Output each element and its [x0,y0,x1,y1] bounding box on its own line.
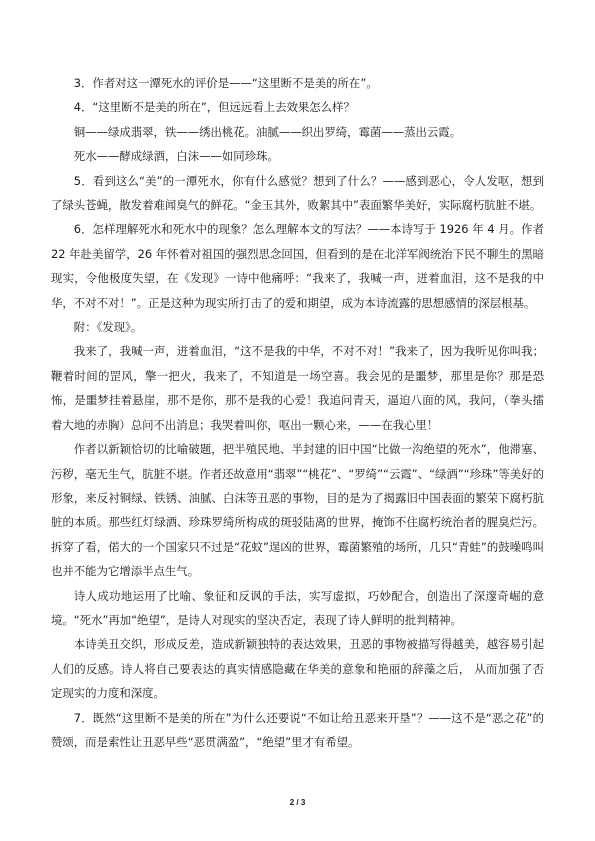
paragraph: 4．“这里断不是美的所在”，但远远看上去效果怎么样？ [73,100,355,115]
paragraph: 我来了，我喊一声，迸着血泪，“这不是我的中华，不对不对！”我来了，因为我听见你叫我；鞭着时间的罡风，擎一把火，我来了，不知道是一场空喜。我会见的是噩梦，那里是你？那是恐怖，是噩梦挂着悬崖，那不是你，那不是我的心爱！我追问青天，逼迫八面的风，我问，（拳头擂着大地的赤胸）总问不出消息；我哭着叫你，呕出一颗心来，——在我心里！ [51,344,544,432]
paragraph: 诗人成功地运用了比喻、象征和反讽的手法，实写虚拟，巧妙配合，创造出了深邃奇崛的意境。“死水”再加“绝望”，是诗人对现实的坚决否定，表现了诗人鲜明的批判精神。 [51,588,544,627]
page-number: 2 / 3 [289,798,306,807]
paragraph: 3．作者对这一潭死水的评价是——“这里断不是美的所在”。 [73,76,378,90]
paragraph: 铜——绿成翡翠，铁——绣出桃花。油腻——织出罗绮，霉菌——蒸出云霞。 [73,124,462,139]
document-body [51,71,544,754]
paragraph: 本诗美丑交织，形成反差，造成新颖独特的表达效果，丑恶的事物被描写得越美，越容易引起人们的反感。诗人将自己要表达的真实情感隐藏在华美的意象和艳丽的辞藻之后， 从而加强了否定现实的力度和深度。 [51,637,544,701]
paragraph: 5．看到这么“美”的一潭死水，你有什么感觉？想到了什么？——感到恶心，令人发呕，想到了绿头苍蝇，散发着难闻臭气的鲜花。“金玉其外，败絮其中”表面繁华美好，实际腐朽肮脏不堪。 [51,173,544,213]
paragraph: 6．怎样理解死水和死水中的现象？怎么理解本文的写法？——本诗写于 1926 年 4 月。作者 22 年赴美留学，26 年怀着对祖国的强烈思念回国，但看到的是在北洋军阀统治下民不聊生的黑暗现实，令他极度失望，在《发现》一诗中他痛呼：“我来了，我喊一声，迸着血泪，这不是我的中华，不对不对！”。正是这种为现实所打击了的爱和期望，成为本诗流露的思想感情的深层根基。 [51,222,544,310]
paragraph: 7．既然“这里断不是美的所在”为什么还要说“不如让给丑恶来开垦”？——这不是“恶之花”的赞颂，而是索性让丑恶早些“恶贯满盈”，“绝望”里才有希望。 [51,710,544,749]
paragraph: 作者以新颖恰切的比喻破题，把半殖民地、半封建的旧中国“比做一沟绝望的死水”，他滞塞、污秽，毫无生气，肮脏不堪。作者还故意用“翡翠”“桃花”、“罗绮”“云霞”、“绿酒”“珍珠”等美好的形象，来反衬铜绿、铁锈、油腻、白沫等丑恶的事物，目的是为了揭露旧中国表面的繁荣下腐朽肮脏的本质。那些红灯绿酒、珍珠罗绮所构成的斑驳陆离的世界，掩饰不住腐朽统治者的腥臭烂污。拆穿了看，偌大的一个国家只不过是“花蚊”逞凶的世界，霉菌繁殖的场所，几只“青蛙”的鼓噪鸣叫也并不能为它增添半点生气。 [51,442,544,579]
paragraph: 死水——酵成绿酒，白沫——如同珍珠。 [73,149,279,164]
paragraph: 附：《发现》。 [73,320,143,335]
